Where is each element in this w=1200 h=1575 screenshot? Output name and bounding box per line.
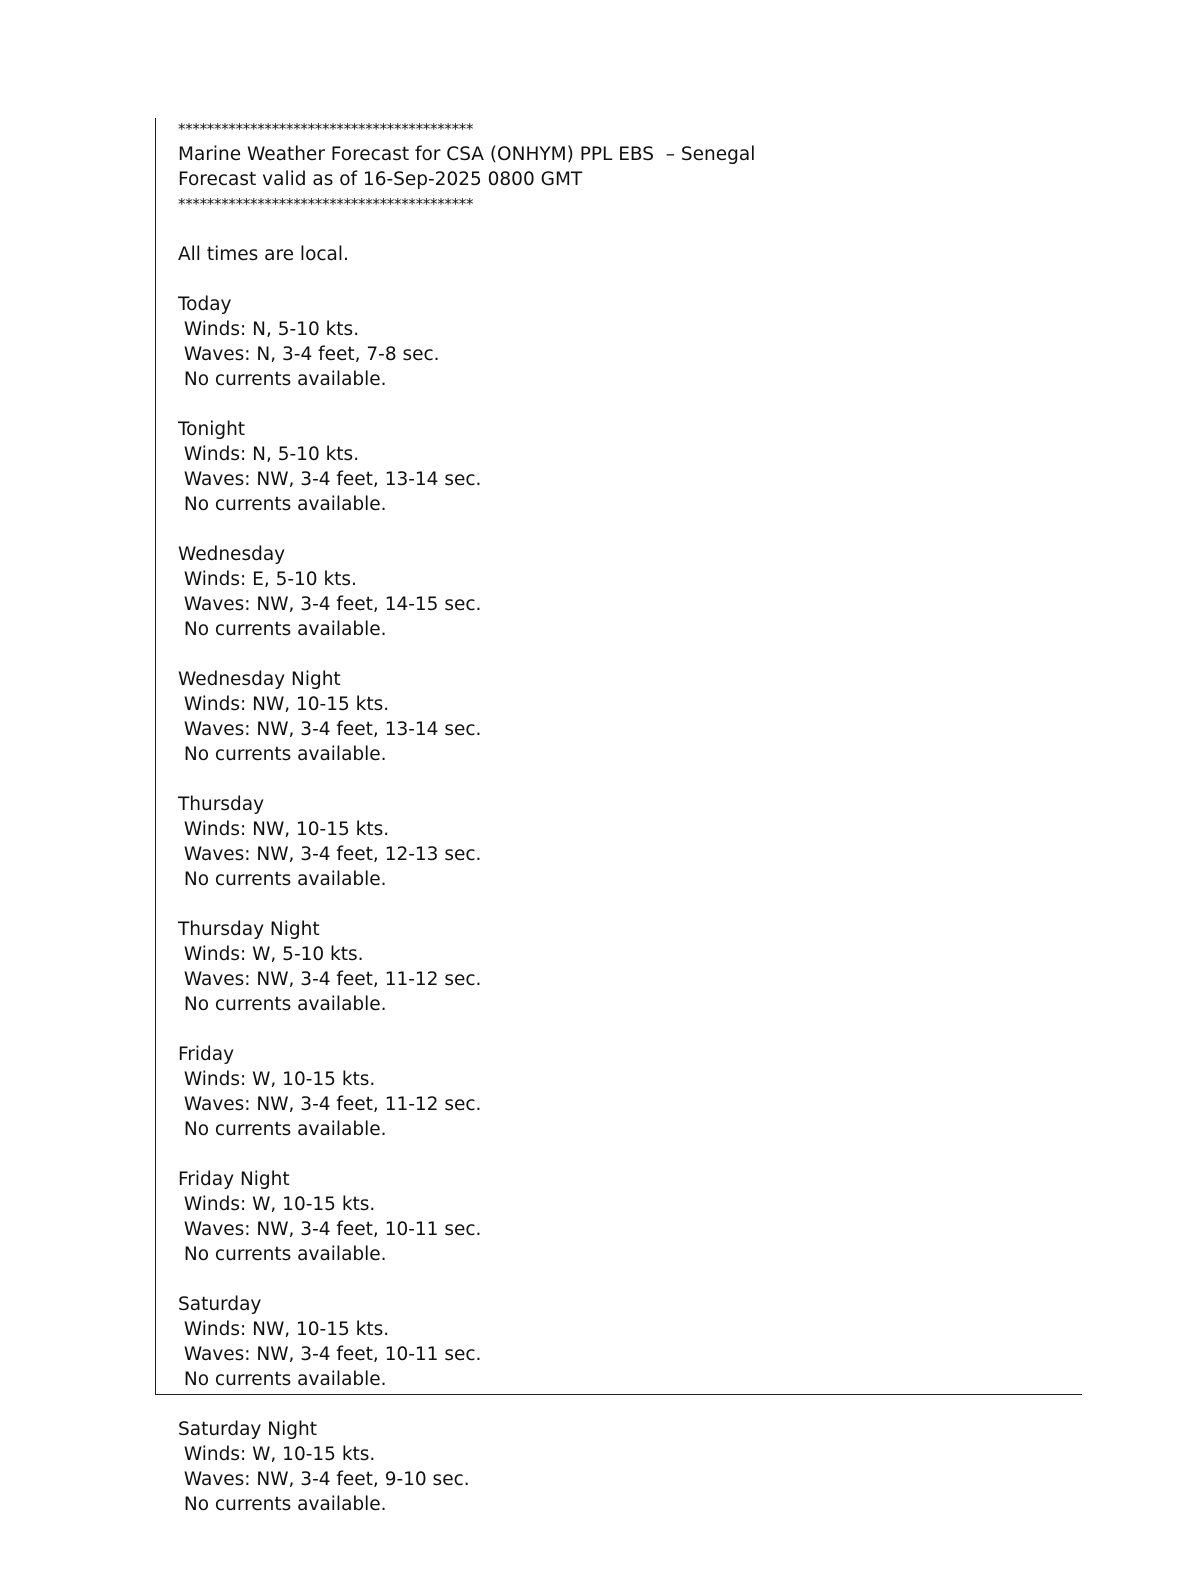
forecast-period-thursday — [178, 792, 1078, 917]
period-currents: No currents available. — [178, 494, 387, 515]
period-name: Friday Night — [178, 1169, 290, 1190]
forecast-period-thursday-night — [178, 917, 1078, 1042]
period-waves: Waves: NW, 3-4 feet, 11-12 sec. — [178, 1094, 482, 1115]
spacer — [178, 1142, 1078, 1167]
spacer — [178, 267, 1078, 292]
forecast-valid-time: Forecast valid as of 16-Sep-2025 0800 GMT — [178, 169, 583, 190]
time-note: All times are local. — [178, 244, 349, 265]
period-currents: No currents available. — [178, 619, 387, 640]
stars-divider-bottom: ***************************************** — [178, 195, 474, 213]
period-name: Thursday Night — [178, 919, 320, 940]
stars-divider-top: ***************************************** — [178, 120, 474, 138]
spacer — [178, 892, 1078, 917]
period-currents: No currents available. — [178, 1244, 387, 1265]
period-name: Wednesday Night — [178, 669, 341, 690]
forecast-period-friday-night — [178, 1167, 1078, 1292]
spacer — [178, 642, 1078, 667]
period-name: Thursday — [178, 794, 265, 815]
forecast-period-friday — [178, 1042, 1078, 1167]
forecast-period-wednesday-night — [178, 667, 1078, 792]
spacer — [178, 1392, 1078, 1417]
spacer — [178, 392, 1078, 417]
spacer — [178, 217, 1078, 242]
period-winds: Winds: NW, 10-15 kts. — [178, 1319, 390, 1340]
period-currents: No currents available. — [178, 994, 387, 1015]
period-winds: Winds: NW, 10-15 kts. — [178, 694, 390, 715]
period-name: Saturday — [178, 1294, 262, 1315]
period-currents: No currents available. — [178, 1119, 387, 1140]
period-currents: No currents available. — [178, 1494, 387, 1515]
period-name: Friday — [178, 1044, 235, 1065]
period-waves: Waves: NW, 3-4 feet, 11-12 sec. — [178, 969, 482, 990]
forecast-document — [178, 117, 1078, 1517]
period-waves: Waves: N, 3-4 feet, 7-8 sec. — [178, 344, 440, 365]
period-waves: Waves: NW, 3-4 feet, 13-14 sec. — [178, 719, 482, 740]
period-winds: Winds: W, 10-15 kts. — [178, 1069, 376, 1090]
period-currents: No currents available. — [178, 369, 387, 390]
period-name: Wednesday — [178, 544, 286, 565]
period-currents: No currents available. — [178, 744, 387, 765]
forecast-period-today — [178, 292, 1078, 417]
spacer — [178, 517, 1078, 542]
period-winds: Winds: NW, 10-15 kts. — [178, 819, 390, 840]
period-winds: Winds: E, 5-10 kts. — [178, 569, 357, 590]
forecast-period-saturday — [178, 1292, 1078, 1417]
period-winds: Winds: W, 5-10 kts. — [178, 944, 364, 965]
period-winds: Winds: N, 5-10 kts. — [178, 319, 360, 340]
period-waves: Waves: NW, 3-4 feet, 13-14 sec. — [178, 469, 482, 490]
period-name: Today — [178, 294, 232, 315]
period-currents: No currents available. — [178, 869, 387, 890]
forecast-period-wednesday — [178, 542, 1078, 667]
spacer — [178, 767, 1078, 792]
forecast-period-tonight — [178, 417, 1078, 542]
period-waves: Waves: NW, 3-4 feet, 9-10 sec. — [178, 1469, 470, 1490]
period-name: Saturday Night — [178, 1419, 317, 1440]
spacer — [178, 1017, 1078, 1042]
period-winds: Winds: N, 5-10 kts. — [178, 444, 360, 465]
period-name: Tonight — [178, 419, 246, 440]
period-winds: Winds: W, 10-15 kts. — [178, 1444, 376, 1465]
forecast-period-saturday-night — [178, 1417, 1078, 1517]
forecast-title: Marine Weather Forecast for CSA (ONHYM) PPL EBS – Senegal — [178, 144, 756, 165]
spacer — [178, 1267, 1078, 1292]
period-waves: Waves: NW, 3-4 feet, 12-13 sec. — [178, 844, 482, 865]
period-waves: Waves: NW, 3-4 feet, 14-15 sec. — [178, 594, 482, 615]
period-currents: No currents available. — [178, 1369, 387, 1390]
period-waves: Waves: NW, 3-4 feet, 10-11 sec. — [178, 1344, 482, 1365]
period-waves: Waves: NW, 3-4 feet, 10-11 sec. — [178, 1219, 482, 1240]
period-winds: Winds: W, 10-15 kts. — [178, 1194, 376, 1215]
